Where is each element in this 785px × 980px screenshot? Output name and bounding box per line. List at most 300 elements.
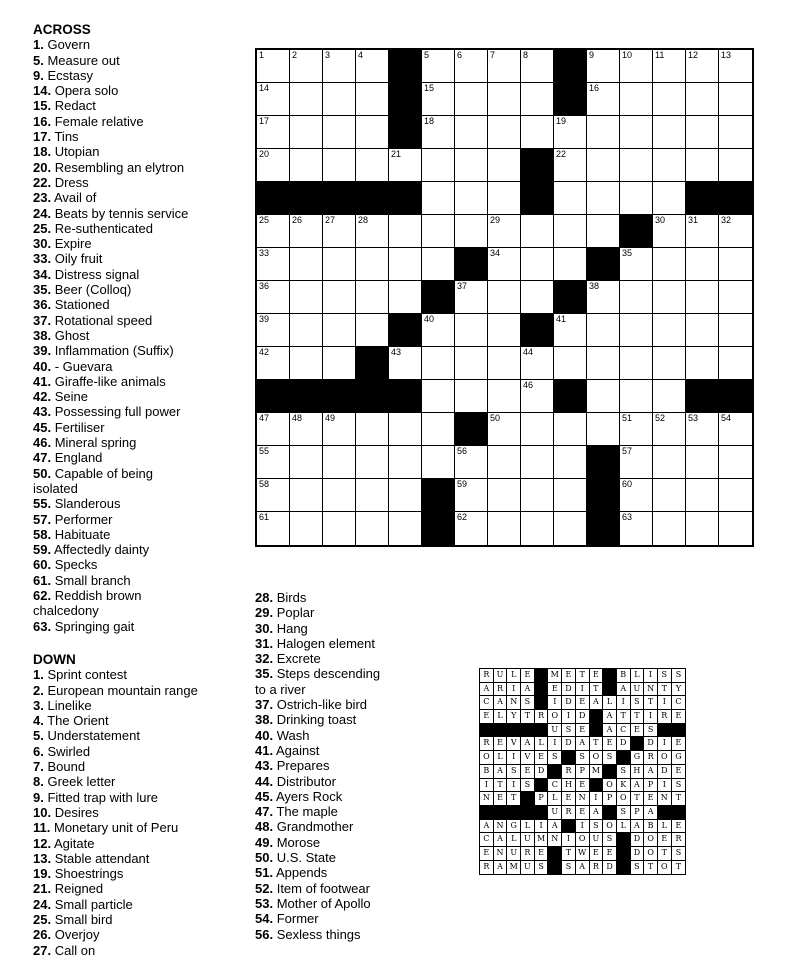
grid-cell[interactable] [521, 50, 554, 83]
grid-cell[interactable] [554, 512, 587, 545]
grid-cell[interactable] [587, 314, 620, 347]
solution-cell: L [548, 792, 562, 806]
grid-cell[interactable] [290, 413, 323, 446]
grid-cell[interactable] [257, 149, 290, 182]
grid-cell[interactable] [620, 281, 653, 314]
grid-cell[interactable] [653, 380, 686, 413]
grid-cell[interactable] [389, 347, 422, 380]
grid-cell[interactable] [356, 248, 389, 281]
grid-cell[interactable] [422, 248, 455, 281]
clue-number: 32. [255, 651, 274, 667]
clue-item [33, 496, 253, 511]
grid-cell[interactable] [455, 116, 488, 149]
grid-cell[interactable] [488, 182, 521, 215]
clue-text: Reddish brown [54, 587, 142, 603]
clue-text: Morose [276, 834, 321, 850]
grid-cell[interactable] [323, 479, 356, 512]
clue-item [33, 512, 253, 527]
solution-cell: E [603, 737, 617, 751]
solution-cell: P [576, 765, 590, 779]
black-square [719, 182, 752, 215]
clue-text: Utopian [54, 144, 100, 160]
grid-cell[interactable] [686, 479, 719, 512]
clue-item [33, 728, 253, 743]
grid-cell[interactable] [620, 182, 653, 215]
clue-item [33, 297, 253, 312]
clue-number: 38. [255, 712, 274, 728]
grid-cell[interactable] [290, 116, 323, 149]
grid-cell[interactable] [488, 413, 521, 446]
grid-cell[interactable] [488, 281, 521, 314]
grid-cell[interactable] [620, 380, 653, 413]
cell-number: 5 [424, 50, 430, 60]
cell-number: 16 [589, 83, 600, 93]
grid-cell[interactable] [488, 83, 521, 116]
grid-cell[interactable] [356, 512, 389, 545]
grid-cell[interactable] [389, 479, 422, 512]
grid-cell[interactable] [587, 215, 620, 248]
grid-cell[interactable] [356, 116, 389, 149]
grid-cell[interactable] [620, 314, 653, 347]
grid-cell[interactable] [686, 512, 719, 545]
grid-cell[interactable] [389, 215, 422, 248]
grid-cell[interactable] [488, 314, 521, 347]
grid-cell[interactable] [455, 50, 488, 83]
grid-cell[interactable] [257, 248, 290, 281]
grid-cell[interactable] [455, 83, 488, 116]
grid-cell[interactable] [488, 347, 521, 380]
solution-cell: S [603, 751, 617, 765]
grid-cell[interactable] [719, 83, 752, 116]
cell-number: 1 [259, 50, 265, 60]
grid-cell[interactable] [587, 347, 620, 380]
clue-number: 6. [33, 743, 44, 759]
grid-cell[interactable] [620, 83, 653, 116]
grid-cell[interactable] [686, 248, 719, 281]
clue-item [33, 836, 253, 851]
solution-cell: E [548, 683, 562, 697]
grid-cell[interactable] [521, 479, 554, 512]
grid-cell[interactable] [521, 347, 554, 380]
solution-cell: B [644, 820, 658, 834]
solution-black-square [617, 751, 631, 765]
grid-cell[interactable] [686, 413, 719, 446]
black-square [686, 380, 719, 413]
grid-cell[interactable] [257, 83, 290, 116]
solution-cell: I [548, 737, 562, 751]
grid-cell[interactable] [455, 182, 488, 215]
grid-cell[interactable] [587, 281, 620, 314]
solution-black-square [672, 724, 686, 738]
grid-cell[interactable] [554, 215, 587, 248]
solution-cell: O [644, 847, 658, 861]
grid-cell[interactable] [653, 479, 686, 512]
solution-cell: N [494, 820, 508, 834]
clue-item [33, 313, 253, 328]
grid-cell[interactable] [488, 215, 521, 248]
clue-item [33, 527, 253, 542]
solution-cell: L [535, 737, 549, 751]
clue-number: 41. [33, 373, 52, 389]
grid-cell[interactable] [719, 149, 752, 182]
grid-cell[interactable] [488, 479, 521, 512]
solution-black-square [590, 724, 604, 738]
grid-cell[interactable] [653, 50, 686, 83]
clue-item [33, 68, 253, 83]
grid-cell[interactable] [290, 248, 323, 281]
grid-cell[interactable] [356, 479, 389, 512]
grid-cell[interactable] [455, 479, 488, 512]
clue-text: Avail of [53, 190, 97, 206]
grid-cell[interactable] [686, 215, 719, 248]
grid-cell[interactable] [521, 248, 554, 281]
grid-cell[interactable] [290, 479, 323, 512]
grid-cell[interactable] [422, 149, 455, 182]
solution-cell: M [548, 669, 562, 683]
grid-cell[interactable] [719, 479, 752, 512]
clue-text: Poplar [276, 605, 315, 621]
clue-number: 24. [33, 896, 52, 912]
grid-cell[interactable] [686, 116, 719, 149]
grid-cell[interactable] [257, 281, 290, 314]
grid-cell[interactable] [257, 215, 290, 248]
solution-black-square [521, 724, 535, 738]
grid-cell[interactable] [356, 50, 389, 83]
grid-cell[interactable] [521, 215, 554, 248]
grid-cell[interactable] [554, 479, 587, 512]
grid-cell[interactable] [290, 446, 323, 479]
grid-cell[interactable] [521, 512, 554, 545]
grid-cell[interactable] [686, 149, 719, 182]
clue-item [33, 790, 253, 805]
grid-cell[interactable] [587, 116, 620, 149]
clue-text: Beats by tennis service [54, 205, 189, 221]
solution-cell: L [494, 751, 508, 765]
grid-cell[interactable] [389, 446, 422, 479]
grid-cell[interactable] [323, 512, 356, 545]
grid-cell[interactable] [587, 380, 620, 413]
grid-cell[interactable] [422, 380, 455, 413]
grid-cell[interactable] [290, 50, 323, 83]
grid-cell[interactable] [653, 215, 686, 248]
grid-cell[interactable] [455, 512, 488, 545]
grid-cell[interactable] [488, 149, 521, 182]
grid-cell[interactable] [323, 446, 356, 479]
grid-cell[interactable] [455, 314, 488, 347]
solution-cell: I [658, 696, 672, 710]
grid-cell[interactable] [686, 446, 719, 479]
grid-cell[interactable] [257, 413, 290, 446]
grid-cell[interactable] [554, 413, 587, 446]
grid-cell[interactable] [323, 413, 356, 446]
grid-cell[interactable] [422, 116, 455, 149]
clue-item [33, 83, 253, 98]
grid-cell[interactable] [719, 314, 752, 347]
black-square [389, 314, 422, 347]
grid-cell[interactable] [587, 149, 620, 182]
clue-text: Dress [54, 174, 89, 190]
grid-cell[interactable] [620, 149, 653, 182]
grid-cell[interactable] [653, 116, 686, 149]
solution-cell: A [548, 820, 562, 834]
solution-cell: Y [507, 710, 521, 724]
grid-cell[interactable] [686, 347, 719, 380]
grid-cell[interactable] [356, 446, 389, 479]
grid-cell[interactable] [686, 314, 719, 347]
grid-cell[interactable] [686, 83, 719, 116]
solution-cell: S [631, 861, 645, 875]
grid-cell[interactable] [521, 281, 554, 314]
clue-number: 30. [33, 236, 52, 252]
solution-black-square [590, 710, 604, 724]
clue-item [255, 819, 455, 834]
black-square [719, 380, 752, 413]
grid-cell[interactable] [356, 149, 389, 182]
solution-cell: U [548, 724, 562, 738]
clue-number: 9. [33, 789, 44, 805]
cell-number: 10 [622, 50, 633, 60]
grid-cell[interactable] [323, 347, 356, 380]
grid-cell[interactable] [488, 512, 521, 545]
grid-cell[interactable] [488, 446, 521, 479]
grid-cell[interactable] [521, 446, 554, 479]
grid-cell[interactable] [356, 314, 389, 347]
grid-cell[interactable] [620, 347, 653, 380]
grid-cell[interactable] [554, 149, 587, 182]
black-square [686, 182, 719, 215]
grid-cell[interactable] [554, 347, 587, 380]
grid-cell[interactable] [323, 248, 356, 281]
clue-text: U.S. State [276, 850, 336, 866]
grid-cell[interactable] [257, 116, 290, 149]
grid-cell[interactable] [389, 281, 422, 314]
grid-cell[interactable] [521, 116, 554, 149]
grid-cell[interactable] [554, 182, 587, 215]
grid-cell[interactable] [521, 380, 554, 413]
grid-cell[interactable] [257, 314, 290, 347]
grid-cell[interactable] [620, 413, 653, 446]
grid-cell[interactable] [422, 83, 455, 116]
clue-text: Govern [47, 37, 91, 53]
clue-item [255, 774, 455, 789]
grid-cell[interactable] [290, 281, 323, 314]
cell-number: 33 [259, 248, 270, 258]
grid-cell[interactable] [389, 413, 422, 446]
grid-cell[interactable] [620, 116, 653, 149]
black-square [620, 215, 653, 248]
grid-cell[interactable] [257, 479, 290, 512]
clue-text: Excrete [276, 651, 321, 667]
grid-cell[interactable] [719, 248, 752, 281]
grid-cell[interactable] [356, 215, 389, 248]
grid-cell[interactable] [290, 149, 323, 182]
grid-cell[interactable] [653, 83, 686, 116]
grid-cell[interactable] [719, 215, 752, 248]
grid-cell[interactable] [455, 215, 488, 248]
solution-cell: S [535, 861, 549, 875]
grid-cell[interactable] [257, 50, 290, 83]
down-heading: DOWN [33, 652, 76, 667]
clue-item [33, 389, 253, 404]
clue-item [33, 129, 253, 144]
grid-cell[interactable] [620, 512, 653, 545]
grid-cell[interactable] [587, 83, 620, 116]
grid-cell[interactable] [323, 50, 356, 83]
grid-cell[interactable] [422, 413, 455, 446]
grid-cell[interactable] [719, 281, 752, 314]
cell-number: 25 [259, 215, 270, 225]
cell-number: 50 [490, 413, 501, 423]
solution-cell: K [617, 779, 631, 793]
solution-cell: W [576, 847, 590, 861]
grid-cell[interactable] [719, 116, 752, 149]
clue-item [33, 744, 253, 759]
grid-cell[interactable] [686, 281, 719, 314]
clue-number: 47. [33, 450, 52, 466]
grid-cell[interactable] [389, 512, 422, 545]
clue-item [255, 850, 455, 865]
grid-cell[interactable] [290, 347, 323, 380]
grid-cell[interactable] [521, 413, 554, 446]
grid-cell[interactable] [653, 446, 686, 479]
clue-number: 4. [33, 713, 44, 729]
grid-cell[interactable] [422, 215, 455, 248]
black-square [389, 83, 422, 116]
grid-cell[interactable] [290, 512, 323, 545]
grid-cell[interactable] [356, 281, 389, 314]
cell-number: 7 [490, 50, 496, 60]
solution-cell: P [535, 792, 549, 806]
grid-cell[interactable] [422, 182, 455, 215]
grid-cell[interactable] [290, 314, 323, 347]
clue-text: Drinking toast [276, 712, 357, 728]
grid-cell[interactable] [653, 149, 686, 182]
clue-text: Swirled [47, 743, 91, 759]
grid-cell[interactable] [323, 83, 356, 116]
grid-cell[interactable] [455, 446, 488, 479]
black-square [290, 380, 323, 413]
solution-cell: C [548, 779, 562, 793]
clue-item [33, 866, 253, 881]
solution-cell: T [631, 792, 645, 806]
grid-cell[interactable] [323, 149, 356, 182]
grid-cell[interactable] [455, 347, 488, 380]
solution-black-square [548, 861, 562, 875]
grid-cell[interactable] [356, 413, 389, 446]
grid-cell[interactable] [653, 281, 686, 314]
solution-cell: I [507, 751, 521, 765]
grid-cell[interactable] [323, 281, 356, 314]
solution-cell: C [480, 833, 494, 847]
cell-number: 20 [259, 149, 270, 159]
black-square [422, 281, 455, 314]
solution-cell: L [603, 696, 617, 710]
solution-cell: S [562, 724, 576, 738]
grid-cell[interactable] [719, 347, 752, 380]
grid-cell[interactable] [719, 413, 752, 446]
clue-text: Affectedly dainty [53, 542, 150, 558]
solution-cell: L [617, 820, 631, 834]
clue-item [255, 666, 455, 681]
clue-text: Giraffe-like animals [54, 373, 166, 389]
grid-cell[interactable] [488, 248, 521, 281]
grid-cell[interactable] [620, 50, 653, 83]
grid-cell[interactable] [554, 314, 587, 347]
solution-black-square [535, 683, 549, 697]
grid-cell[interactable] [323, 215, 356, 248]
grid-cell[interactable] [686, 50, 719, 83]
solution-cell: D [631, 833, 645, 847]
grid-cell[interactable] [488, 380, 521, 413]
grid-cell[interactable] [257, 347, 290, 380]
grid-cell[interactable] [587, 413, 620, 446]
grid-cell[interactable] [488, 116, 521, 149]
clue-number: 35. [255, 666, 274, 682]
black-square [521, 149, 554, 182]
solution-cell: E [521, 765, 535, 779]
clue-item [33, 236, 253, 251]
grid-cell[interactable] [455, 281, 488, 314]
grid-cell[interactable] [554, 446, 587, 479]
grid-cell[interactable] [653, 347, 686, 380]
grid-cell[interactable] [488, 50, 521, 83]
grid-cell[interactable] [422, 347, 455, 380]
grid-cell[interactable] [422, 50, 455, 83]
grid-cell[interactable] [620, 248, 653, 281]
grid-cell[interactable] [290, 215, 323, 248]
grid-cell[interactable] [554, 116, 587, 149]
grid-cell[interactable] [323, 314, 356, 347]
grid-cell[interactable] [719, 50, 752, 83]
solution-cell: A [494, 696, 508, 710]
grid-cell[interactable] [653, 413, 686, 446]
clue-text: Ghost [54, 327, 90, 343]
grid-cell[interactable] [323, 116, 356, 149]
grid-cell[interactable] [356, 83, 389, 116]
solution-black-square [658, 806, 672, 820]
grid-cell[interactable] [554, 248, 587, 281]
black-square [554, 281, 587, 314]
grid-cell[interactable] [587, 182, 620, 215]
grid-cell[interactable] [257, 446, 290, 479]
clue-text: European mountain range [47, 682, 198, 698]
cell-number: 43 [391, 347, 402, 357]
grid-cell[interactable] [455, 149, 488, 182]
solution-cell: O [590, 751, 604, 765]
grid-cell[interactable] [653, 314, 686, 347]
grid-cell[interactable] [653, 182, 686, 215]
clue-text: Rotational speed [54, 312, 153, 328]
grid-cell[interactable] [422, 446, 455, 479]
grid-cell[interactable] [521, 83, 554, 116]
solution-cell: L [521, 820, 535, 834]
grid-cell[interactable] [653, 512, 686, 545]
grid-cell[interactable] [620, 446, 653, 479]
clue-text: Sprint contest [47, 667, 127, 683]
grid-cell[interactable] [257, 512, 290, 545]
grid-cell[interactable] [389, 248, 422, 281]
grid-cell[interactable] [290, 83, 323, 116]
grid-cell[interactable] [719, 446, 752, 479]
grid-cell[interactable] [719, 512, 752, 545]
grid-cell[interactable] [653, 248, 686, 281]
grid-cell[interactable] [587, 50, 620, 83]
grid-cell[interactable] [620, 479, 653, 512]
grid-cell[interactable] [422, 314, 455, 347]
grid-cell[interactable] [389, 149, 422, 182]
grid-cell[interactable] [455, 380, 488, 413]
clue-text: Fertiliser [54, 419, 105, 435]
